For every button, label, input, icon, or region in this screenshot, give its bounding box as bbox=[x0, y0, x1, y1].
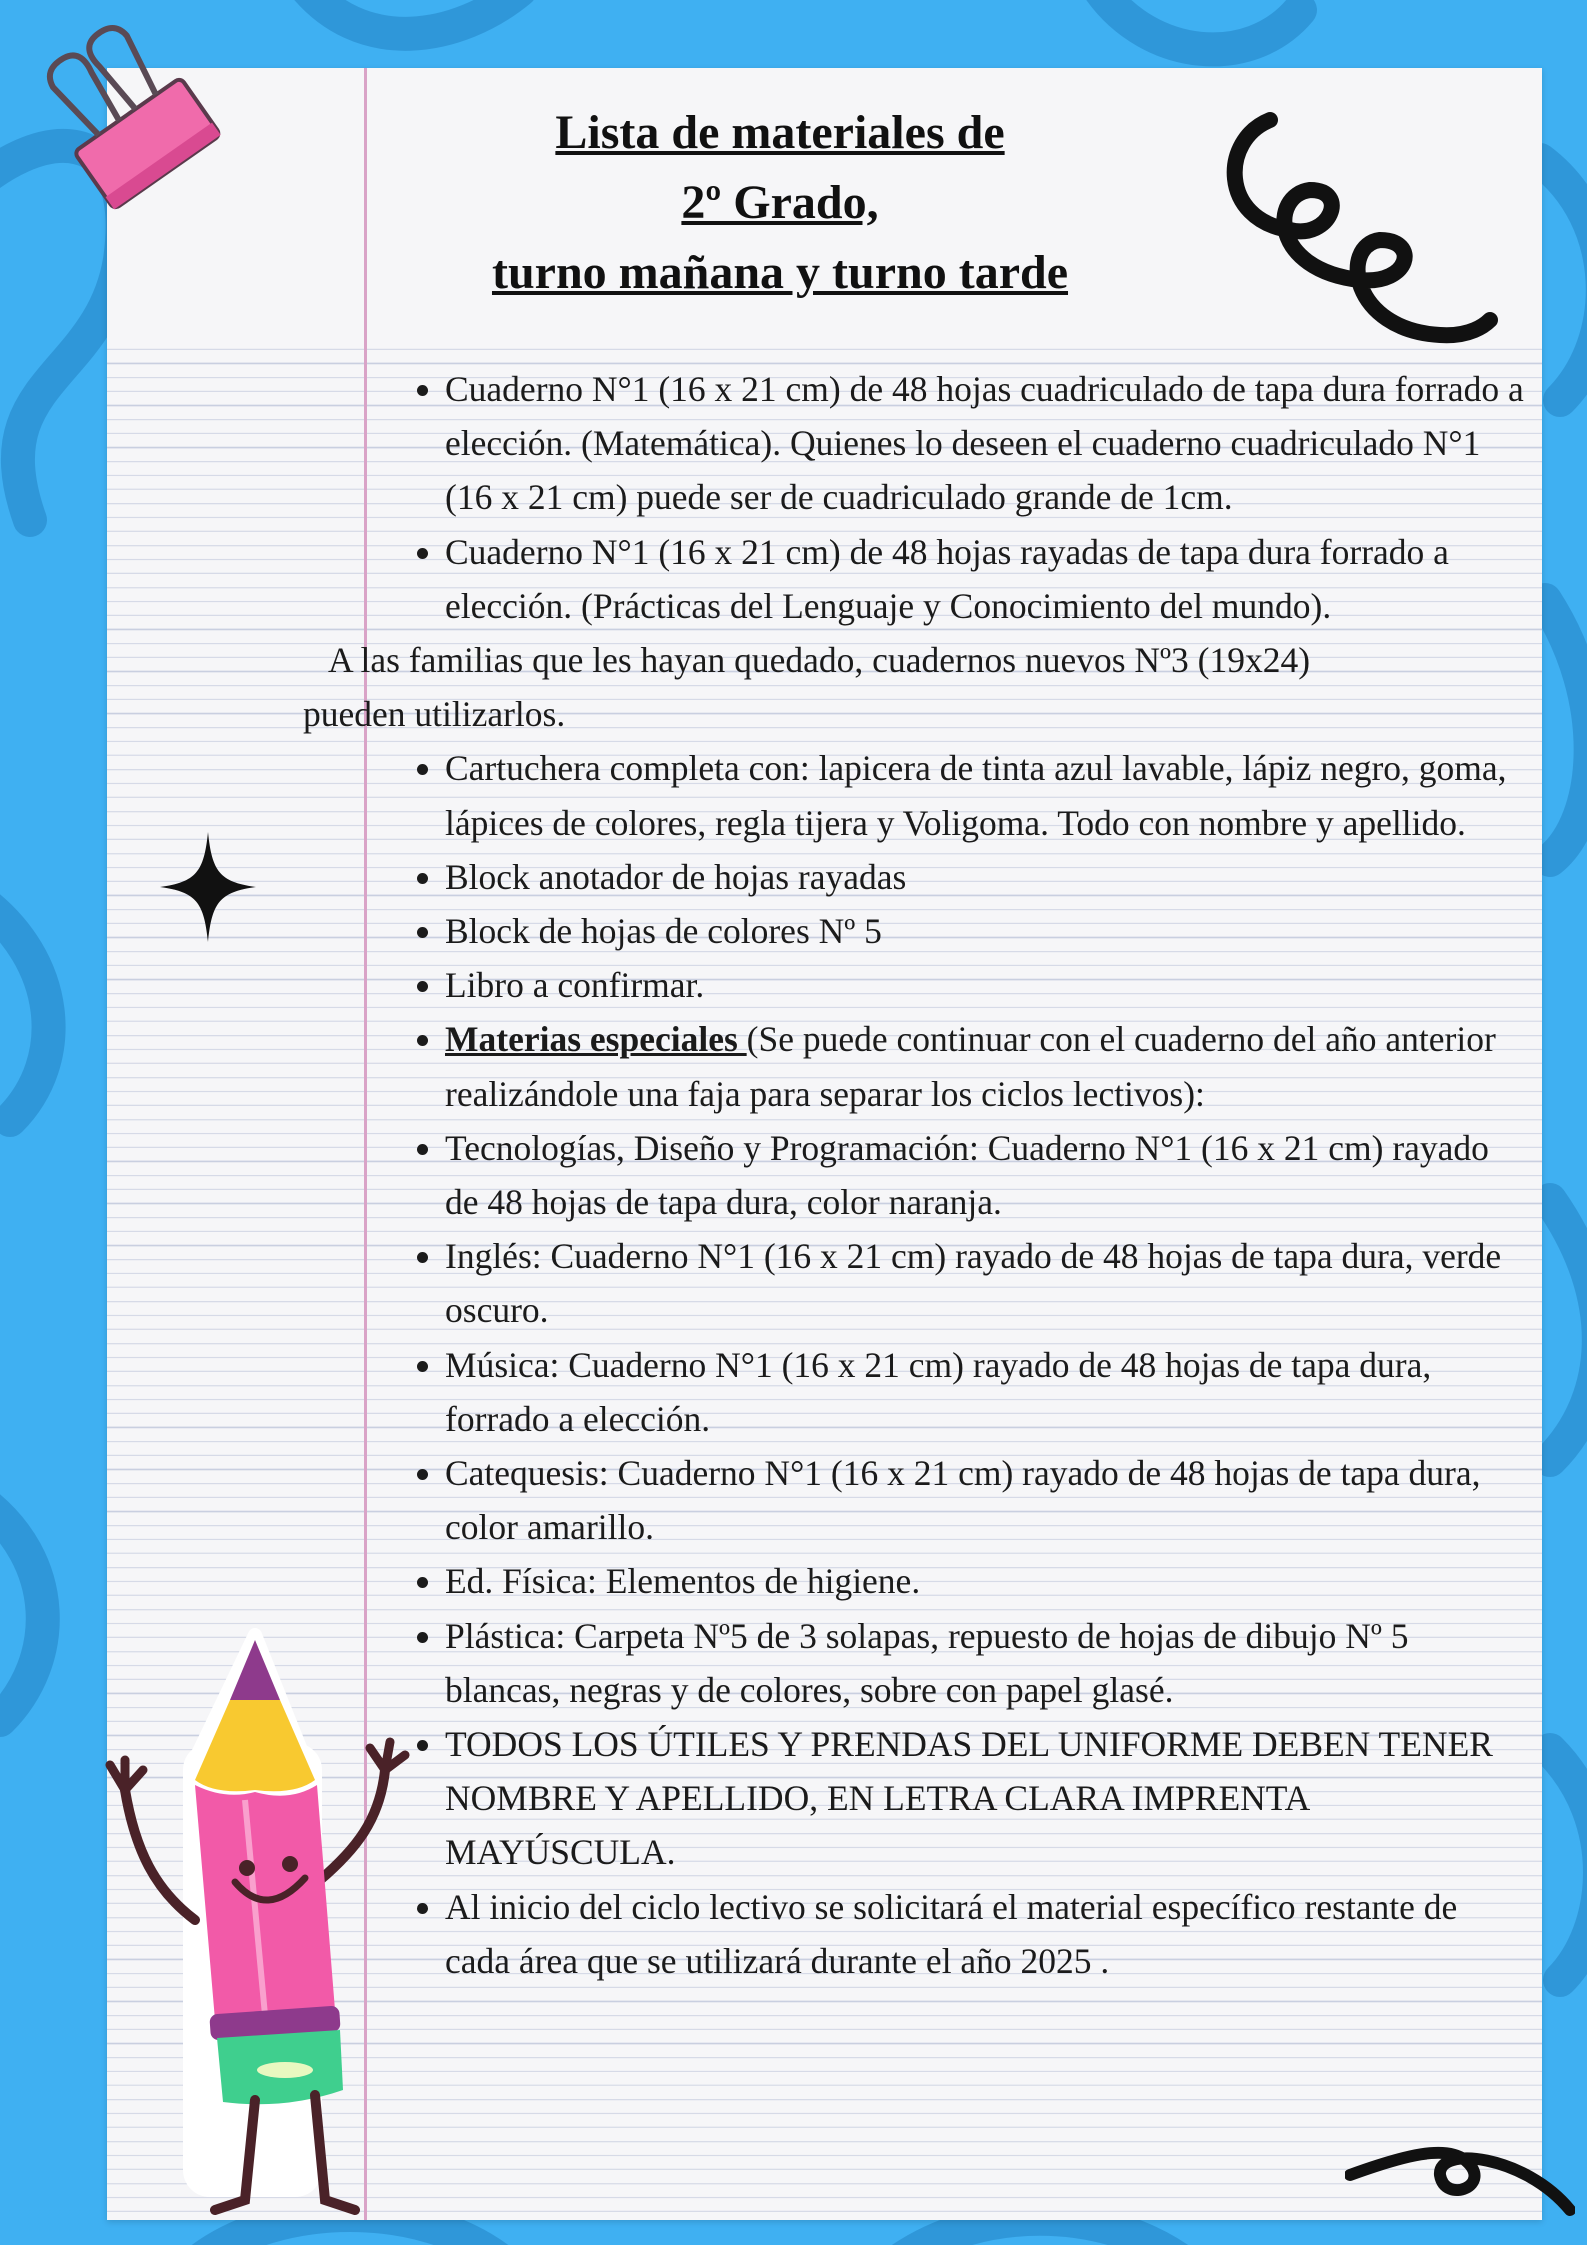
list-item: • Catequesis: Cuaderno N°1 (16 x 21 cm) rayado de 48 hojas de tapa dura, color amarillo. bbox=[445, 1446, 1525, 1554]
scribble-loop-icon bbox=[1345, 2115, 1575, 2225]
list-item: • Libro a confirmar. bbox=[445, 958, 1525, 1012]
list-item: • Tecnologías, Diseño y Programación: Cuaderno N°1 (16 x 21 cm) rayado de 48 hojas de tapa dura, color naranja. bbox=[445, 1121, 1525, 1229]
list-group-b bbox=[375, 741, 1525, 1988]
sparkle-star-icon bbox=[160, 832, 256, 942]
page-title bbox=[400, 98, 1160, 308]
list-item: • Inglés: Cuaderno N°1 (16 x 21 cm) rayado de 48 hojas de tapa dura, verde oscuro. bbox=[445, 1229, 1525, 1337]
special-subjects-label: Materias especiales bbox=[445, 1019, 747, 1060]
title-line-3: turno mañana y turno tarde bbox=[491, 246, 1069, 299]
list-item: • Block de hojas de colores Nº 5 bbox=[445, 904, 1525, 958]
special-subjects-text: (Se puede continuar con el cuaderno del año anterior realizándole una faja para separar los ciclos lectivos): bbox=[445, 1019, 1496, 1114]
binder-clip-icon bbox=[28, 18, 238, 228]
list-item-special bbox=[445, 1012, 1525, 1120]
list-item: • Al inicio del ciclo lectivo se solicitará el material específico restante de cada área que se utilizará durante el año 2025 . bbox=[445, 1880, 1525, 1988]
list-item: • Música: Cuaderno N°1 (16 x 21 cm) rayado de 48 hojas de tapa dura, forrado a elección. bbox=[445, 1338, 1525, 1446]
title-line-1: Lista de materiales de bbox=[555, 106, 1005, 159]
list-item: • Cuaderno N°1 (16 x 21 cm) de 48 hojas rayadas de tapa dura forrado a elección. (Prácticas del Lenguaje y Conocimiento del mundo). bbox=[445, 525, 1525, 633]
note-wrap bbox=[303, 633, 1525, 741]
list-item: • Cartuchera completa con: lapicera de tinta azul lavable, lápiz negro, goma, lápices de colores, regla tijera y Voligoma. Todo con nombre y apellido. bbox=[445, 741, 1525, 849]
title-line-2: 2º Grado, bbox=[681, 176, 879, 229]
list-item: • Plástica: Carpeta Nº5 de 3 solapas, repuesto de hojas de dibujo Nº 5 blancas, negras y de colores, sobre con papel glasé. bbox=[445, 1609, 1525, 1717]
list-item: • Ed. Física: Elementos de higiene. bbox=[445, 1554, 1525, 1608]
families-note: A las familias que les hayan quedado, cuadernos nuevos Nº3 (19x24) pueden utilizarlos. bbox=[303, 640, 1311, 735]
materials-list bbox=[303, 362, 1525, 1988]
list-group-a bbox=[375, 362, 1525, 633]
scribble-doodle-icon bbox=[1210, 100, 1500, 370]
list-item: • TODOS LOS ÚTILES Y PRENDAS DEL UNIFORME DEBEN TENER NOMBRE Y APELLIDO, EN LETRA CLARA IMPRENTA MAYÚSCULA. bbox=[445, 1717, 1525, 1880]
list-item: • Block anotador de hojas rayadas bbox=[445, 850, 1525, 904]
list-item: • Cuaderno N°1 (16 x 21 cm) de 48 hojas cuadriculado de tapa dura forrado a elección. (Matemática). Quienes lo deseen el cuaderno cuadriculado N°1 (16 x 21 cm) puede ser de cuadriculado grande de 1cm. bbox=[445, 362, 1525, 525]
